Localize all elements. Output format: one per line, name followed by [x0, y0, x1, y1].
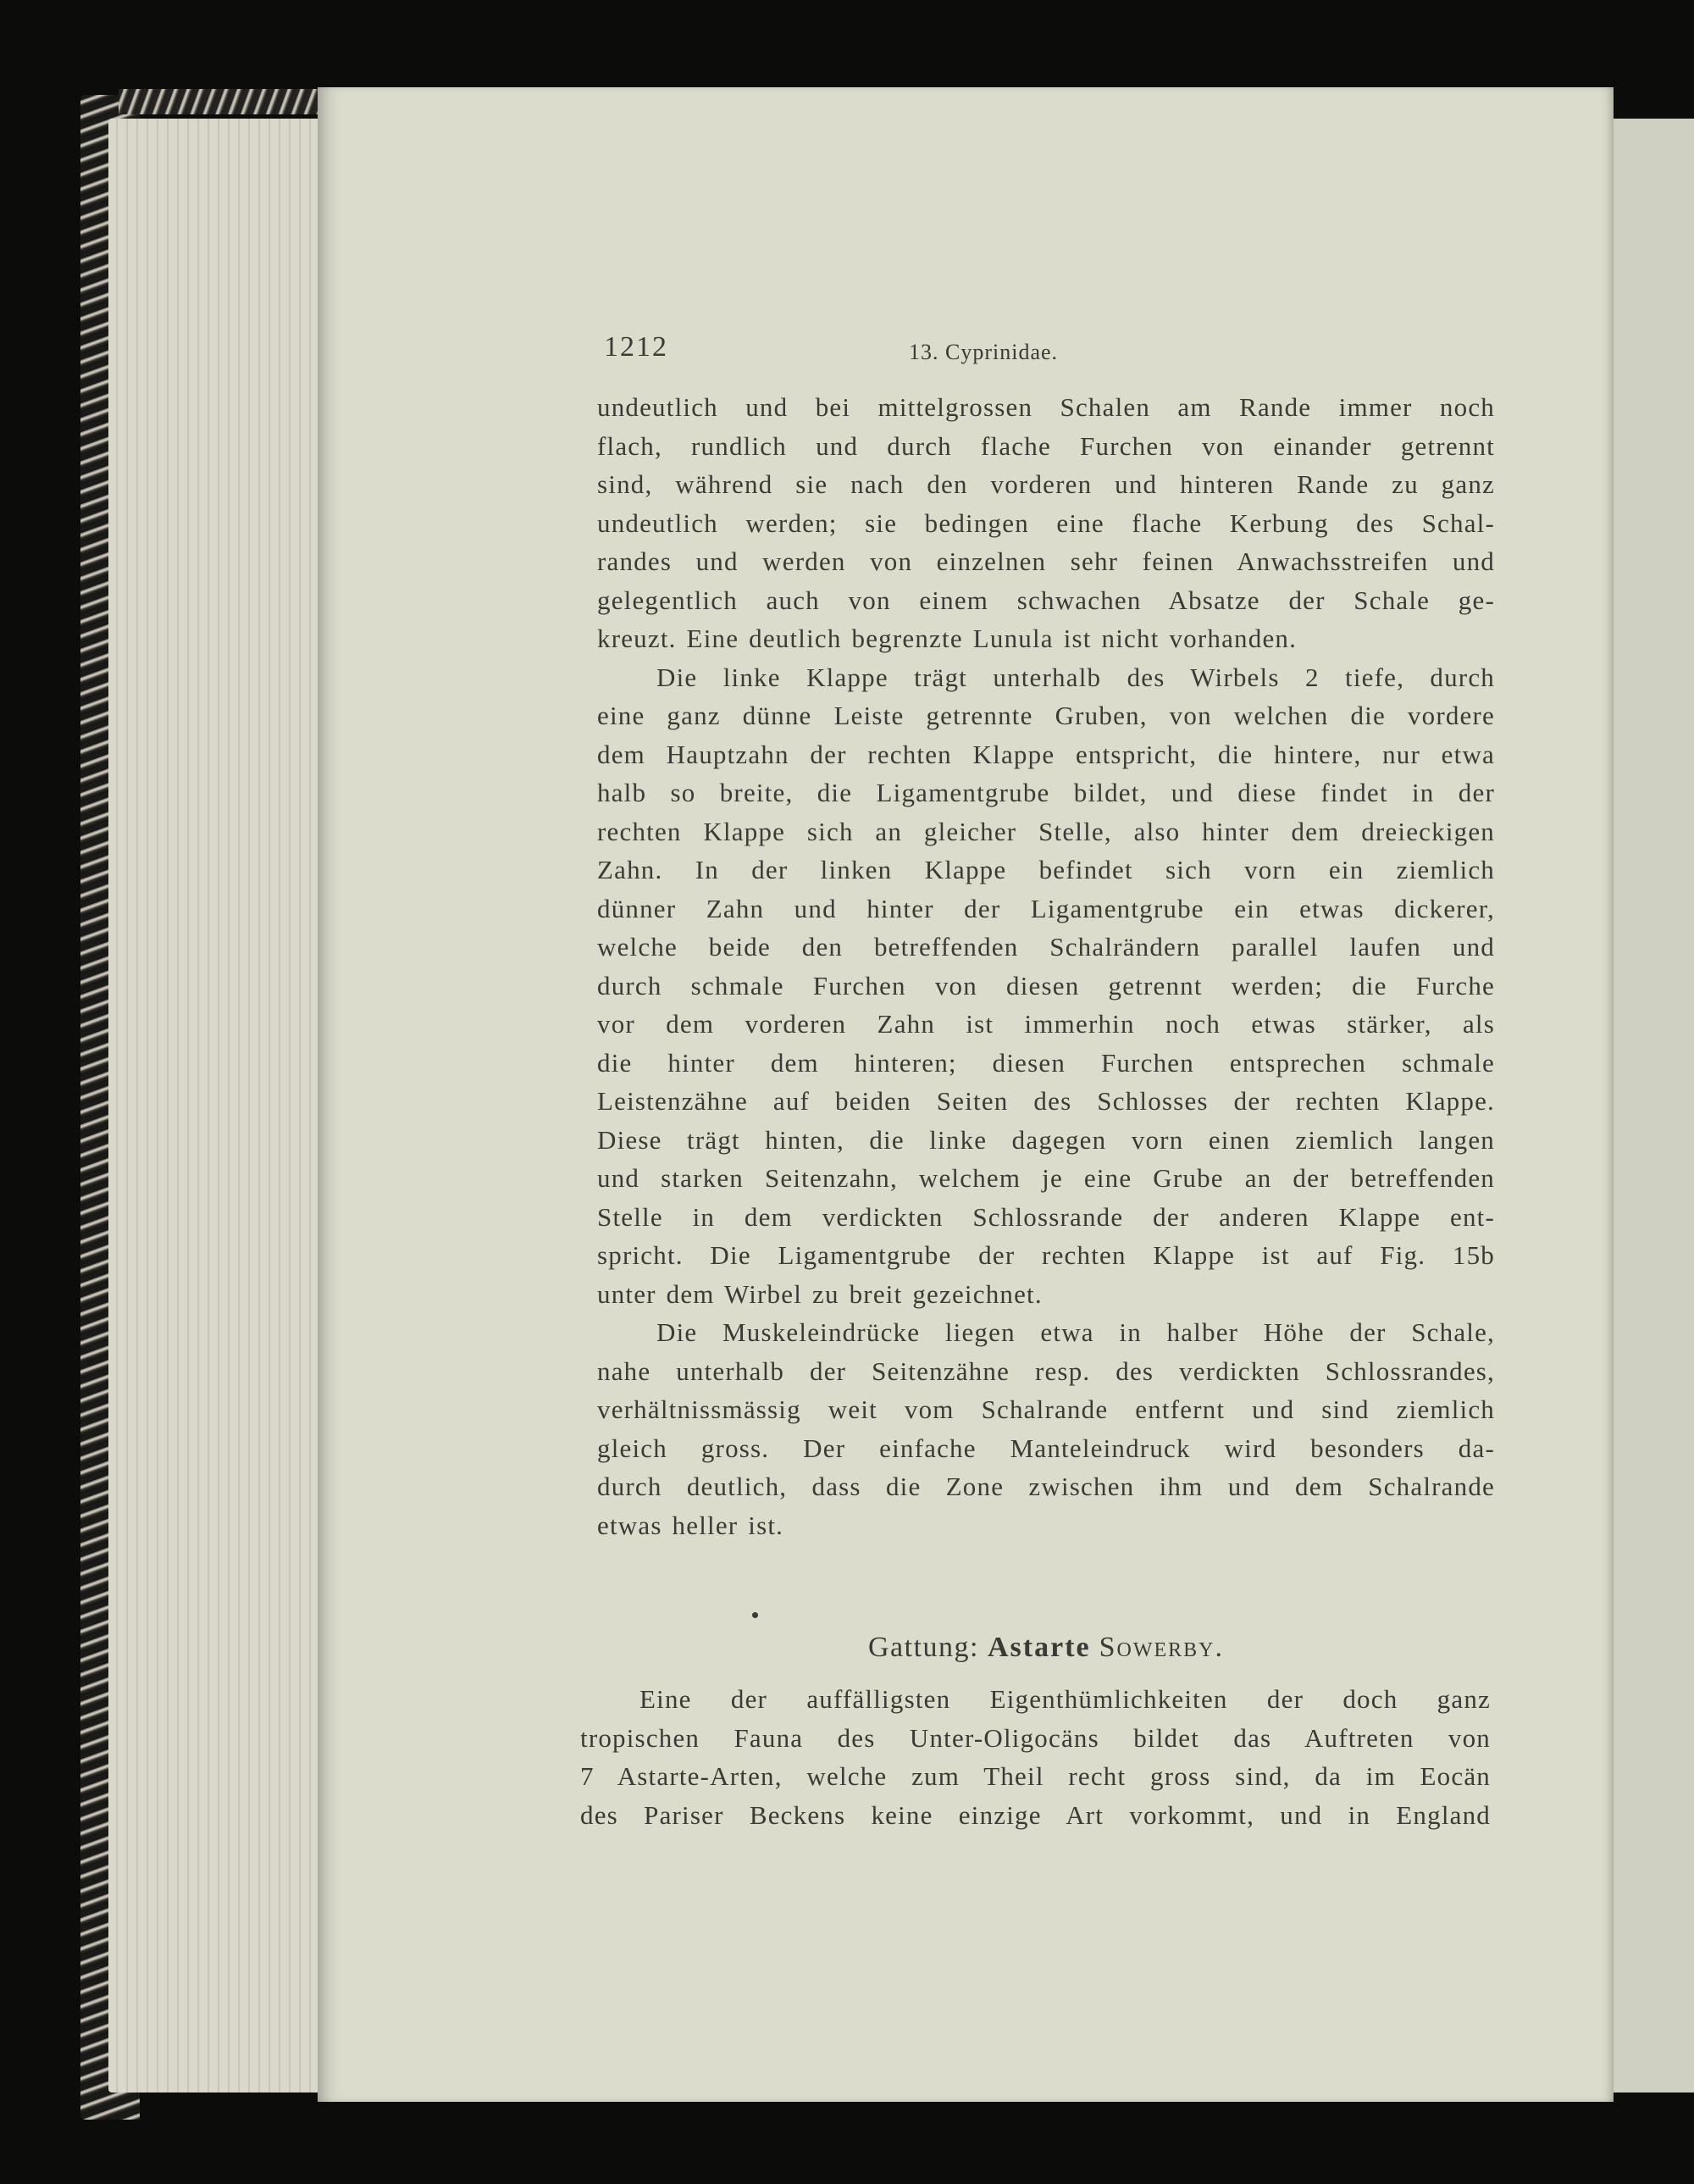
- text-line: gleich gross. Der einfache Manteleindruck wird besonders da-: [597, 1433, 1495, 1463]
- text-line: randes und werden von einzelnen sehr feinen Anwachsstreifen und: [597, 546, 1495, 576]
- text-line: undeutlich werden; sie bedingen eine flache Kerbung des Schal-: [597, 507, 1495, 538]
- heading-prefix: Gattung:: [867, 1632, 979, 1663]
- text-line: die hinter dem hinteren; diesen Furchen entsprechen schmale: [597, 1047, 1495, 1078]
- text-line: Stelle in dem verdickten Schlossrande der anderen Klappe ent-: [597, 1201, 1495, 1232]
- text-line: gelegentlich auch von einem schwachen Absatze der Schale ge-: [597, 585, 1495, 615]
- facing-page-edge: [1605, 119, 1694, 2093]
- book-page: [318, 87, 1614, 2102]
- genus-heading: [597, 1632, 1495, 1664]
- text-line: unter dem Wirbel zu breit gezeichnet.: [597, 1278, 1043, 1309]
- text-line: flach, rundlich und durch flache Furchen von einander getrennt: [597, 430, 1495, 461]
- page-number: 1212: [604, 331, 668, 363]
- text-line: Diese trägt hinten, die linke dagegen vorn einen ziemlich langen: [597, 1124, 1495, 1155]
- section-title: 13. Cyprinidae.: [909, 340, 1059, 364]
- text-line: durch schmale Furchen von diesen getrennt werden; die Furche: [597, 970, 1495, 1001]
- lower-body-text: [580, 1680, 1491, 1834]
- text-line: durch deutlich, dass die Zone zwischen ihm und dem Schalrande: [597, 1472, 1495, 1501]
- print-speck: [752, 1612, 758, 1618]
- text-line: vor dem vorderen Zahn ist immerhin noch etwas stärker, als: [597, 1009, 1495, 1039]
- text-line: etwas heller ist.: [597, 1510, 784, 1540]
- body-text: [597, 388, 1495, 1544]
- text-line: rechten Klappe sich an gleicher Stelle, also hinter dem dreieckigen: [597, 816, 1495, 846]
- text-line: dünner Zahn und hinter der Ligamentgrube ein etwas dickerer,: [597, 893, 1495, 923]
- text-line: Zahn. In der linken Klappe befindet sich vorn ein ziemlich: [597, 855, 1495, 884]
- text-line: Die Muskeleindrücke liegen etwa in halber Höhe der Schale,: [656, 1317, 1495, 1347]
- page-stack-edges: [108, 119, 329, 2093]
- text-line: halb so breite, die Ligamentgrube bildet, und diese findet in der: [597, 778, 1495, 807]
- text-line: undeutlich und bei mittelgrossen Schalen am Rande immer noch: [597, 392, 1495, 422]
- running-head: [604, 331, 1493, 365]
- text-line: welche beide den betreffenden Schalrändern parallel laufen und: [597, 932, 1495, 962]
- text-line: eine ganz dünne Leiste getrennte Gruben, von welchen die vordere: [597, 701, 1495, 730]
- text-line: sind, während sie nach den vorderen und hinteren Rande zu ganz: [597, 469, 1495, 499]
- text-line: Die linke Klappe trägt unterhalb des Wirbels 2 tiefe, durch: [656, 662, 1495, 692]
- text-line: nahe unterhalb der Seitenzähne resp. des verdickten Schlossrandes,: [597, 1355, 1495, 1386]
- text-line: dem Hauptzahn der rechten Klappe entspricht, die hintere, nur etwa: [597, 739, 1495, 769]
- text-line: Eine der auffälligsten Eigenthümlichkeiten der doch ganz: [639, 1684, 1491, 1714]
- heading-genus: Astarte: [987, 1632, 1091, 1663]
- text-line: 7 Astarte-Arten, welche zum Theil recht gross sind, da im Eocän: [580, 1761, 1491, 1791]
- text-line: kreuzt. Eine deutlich begrenzte Lunula ist nicht vorhanden.: [597, 624, 1298, 653]
- page-content: [318, 87, 1614, 2102]
- text-line: tropischen Fauna des Unter-Oligocäns bildet das Auftreten von: [580, 1722, 1491, 1753]
- text-line: Leistenzähne auf beiden Seiten des Schlosses der rechten Klappe.: [597, 1086, 1495, 1116]
- heading-author: Sowerby.: [1099, 1632, 1224, 1663]
- text-line: und starken Seitenzahn, welchem je eine Grube an der betreffenden: [597, 1163, 1495, 1193]
- text-line: verhältnissmässig weit vom Schalrande entfernt und sind ziemlich: [597, 1394, 1495, 1424]
- text-line: spricht. Die Ligamentgrube der rechten Klappe ist auf Fig. 15b: [597, 1240, 1495, 1270]
- text-line: des Pariser Beckens keine einzige Art vorkommt, und in England: [580, 1799, 1491, 1830]
